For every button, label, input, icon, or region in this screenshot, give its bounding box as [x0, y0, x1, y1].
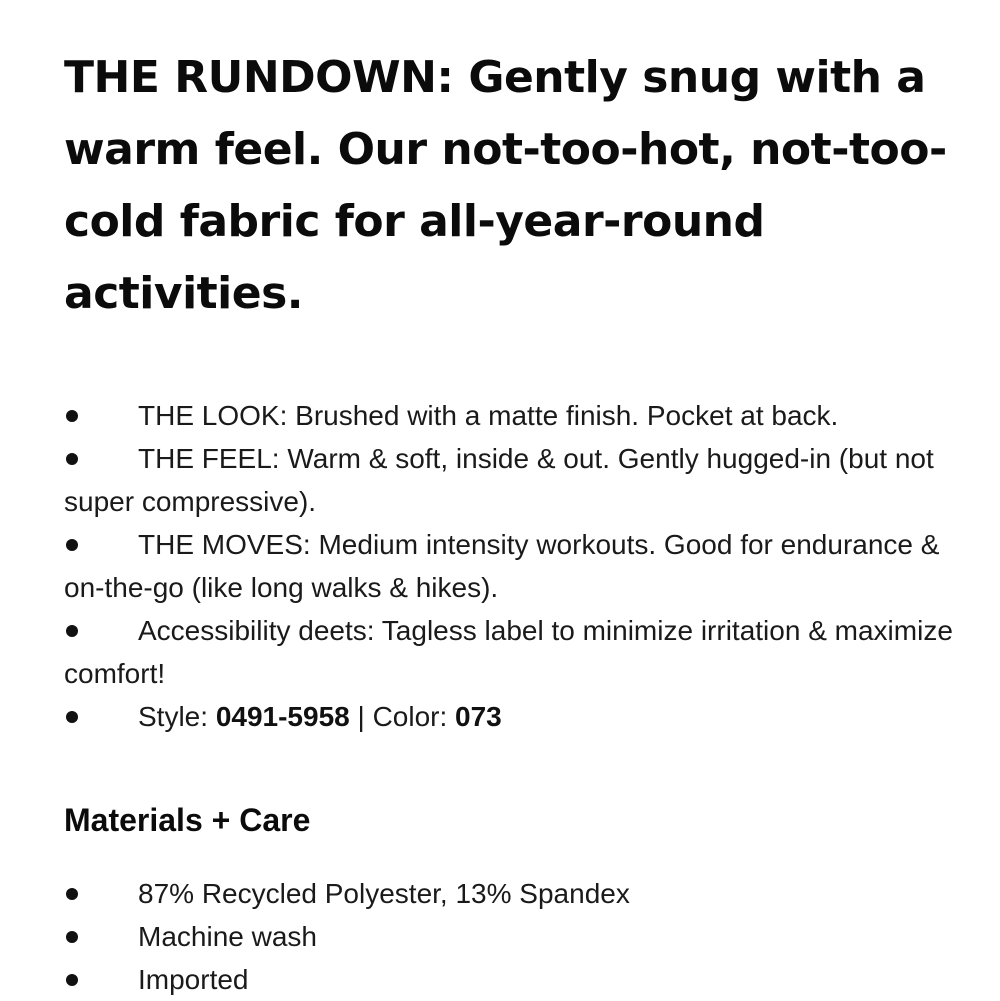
style-value: 0491-5958: [215, 701, 350, 732]
detail-look: THE LOOK: Brushed with a matte finish. Pocket at back.: [138, 400, 839, 431]
detail-moves: THE MOVES: Medium intensity workouts. Good for endurance & on-the-go (like long walks & hikes).: [64, 529, 940, 603]
details-list: [64, 394, 964, 738]
list-item: [64, 695, 964, 738]
list-item: [64, 437, 964, 523]
care-item: Machine wash: [138, 921, 317, 952]
bullet-dot-icon: [66, 539, 78, 551]
bullet-dot-icon: [66, 410, 78, 422]
color-label: Color:: [372, 701, 456, 732]
origin-item: Imported: [138, 964, 249, 995]
detail-accessibility: Accessibility deets: Tagless label to minimize irritation & maximize comfort!: [64, 615, 953, 689]
material-item: 87% Recycled Polyester, 13% Spandex: [138, 878, 630, 909]
detail-feel: THE FEEL: Warm & soft, inside & out. Gently hugged-in (but not super compressive).: [64, 443, 934, 517]
bullet-dot-icon: [66, 931, 78, 943]
color-value: 073: [455, 701, 502, 732]
bullet-dot-icon: [66, 974, 78, 986]
list-item: [64, 915, 964, 958]
list-item: [64, 394, 964, 437]
bullet-dot-icon: [66, 888, 78, 900]
list-item: [64, 523, 964, 609]
materials-list: [64, 872, 964, 1001]
bullet-dot-icon: [66, 453, 78, 465]
list-item: [64, 609, 964, 695]
style-label: Style:: [138, 701, 216, 732]
list-item: [64, 958, 964, 1001]
materials-heading: Materials + Care: [64, 802, 311, 838]
separator: |: [349, 701, 373, 732]
bullet-dot-icon: [66, 625, 78, 637]
product-description: [64, 42, 964, 1001]
headline: THE RUNDOWN: Gently snug with a warm feel. Our not-too-hot, not-too-cold fabric for all-year-round activities.: [64, 52, 947, 319]
bullet-dot-icon: [66, 711, 78, 723]
list-item: [64, 872, 964, 915]
